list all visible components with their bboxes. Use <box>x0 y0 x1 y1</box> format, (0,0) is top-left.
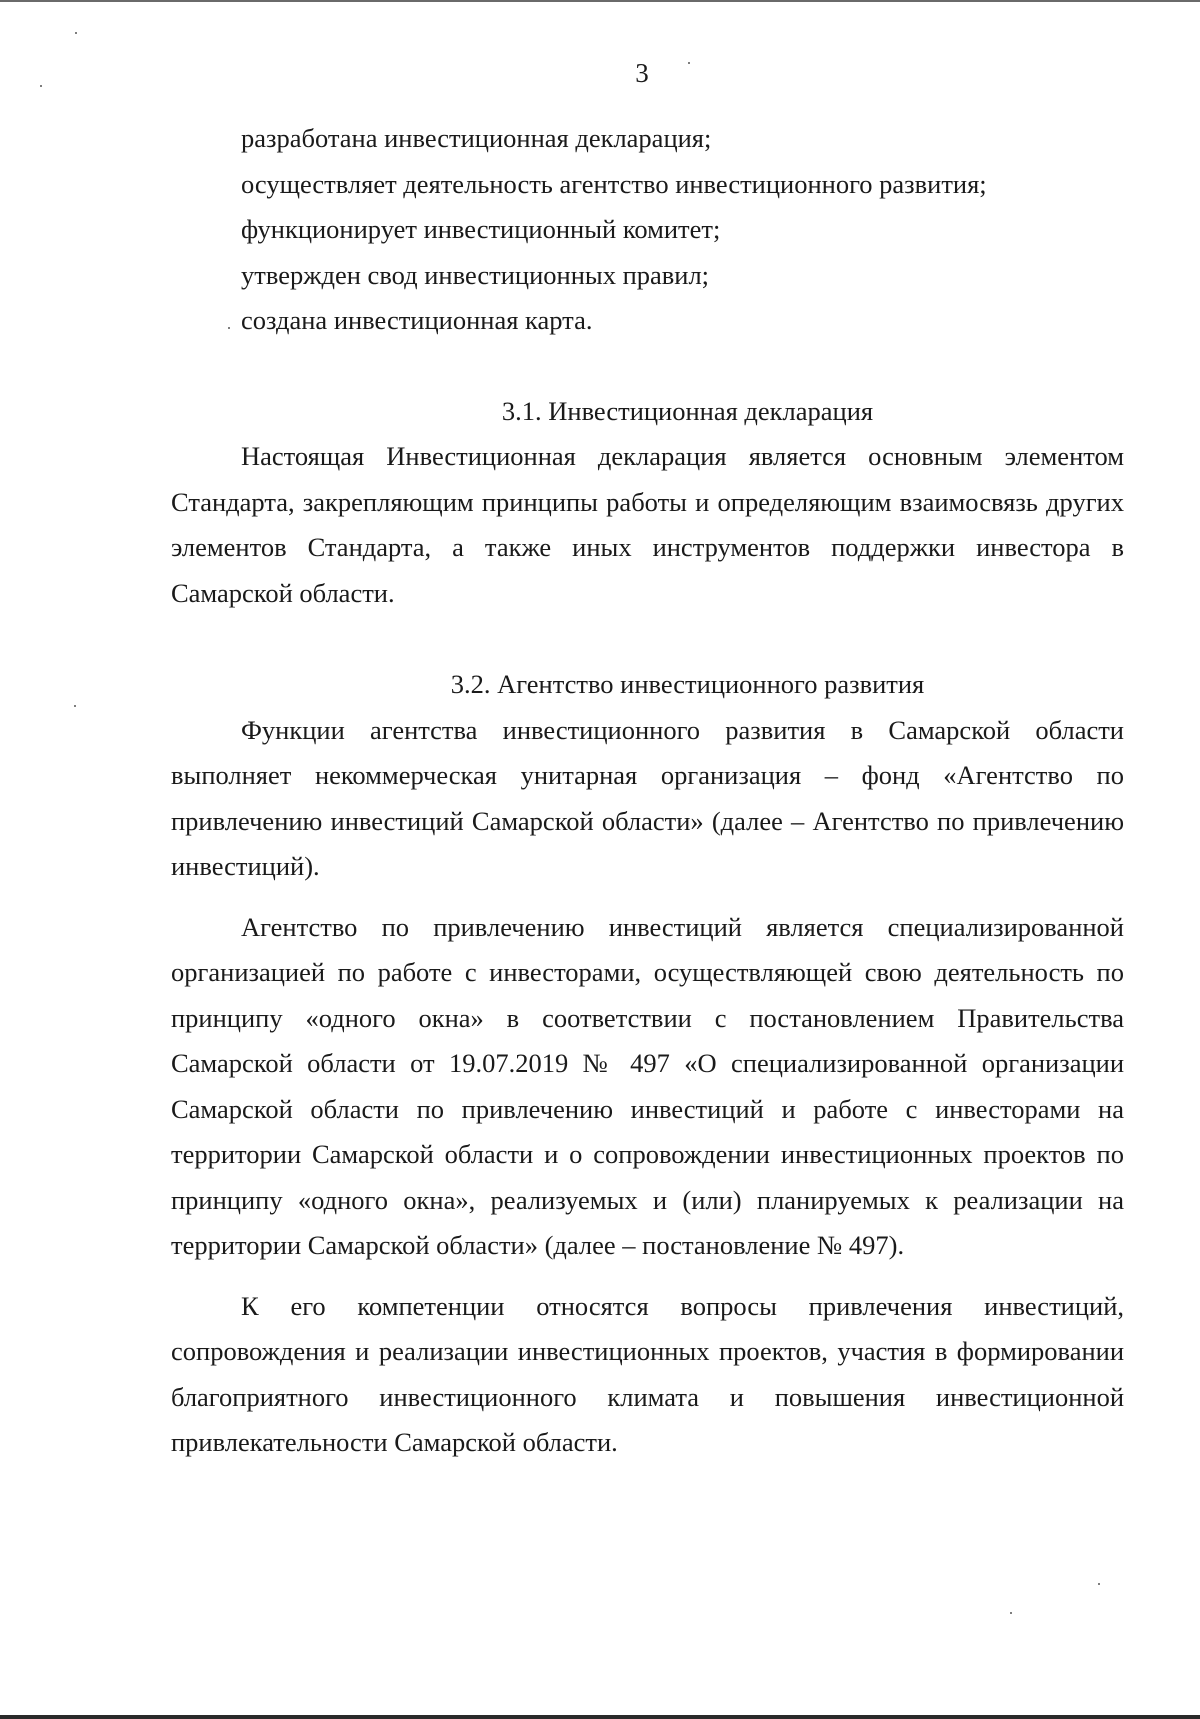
list-item: функционирует инвестиционный комитет; <box>241 214 721 244</box>
section-heading-3-1: 3.1. Инвестиционная декларация <box>501 395 874 426</box>
scan-speck <box>1010 1612 1012 1614</box>
scan-speck <box>228 327 230 329</box>
scan-speck <box>40 85 42 87</box>
section-heading-3-2: 3.2. Агентство инвестиционного развития <box>450 669 925 699</box>
page-number: 3 <box>635 58 649 88</box>
paragraph: Агентство по привлечению инвестиций является специализированной организацией по работе с инвесторами, осуществляющей свою деятельность по принципу «одного окна» в соответствии с постановлением Правительства Самарской области от 19.07.2019 № 497 «О специализированной организации Самарской области по привлечению инвестиций и работе с инвесторами на территории Самарской области и о сопровождении инвестиционных проектов по принципу «одного окна», реализуемых и (или) планируемых к реализации на территории Самарской области» (далее – постановление № 497). <box>171 911 1124 1260</box>
document-body <box>171 116 1124 1466</box>
list-item: осуществляет деятельность агентство инвестиционного развития; <box>241 168 987 199</box>
list-item: создана инвестиционная карта. <box>241 305 593 335</box>
paragraph: К его компетенции относятся вопросы привлечения инвестиций, сопровождения и реализации инвестиционных проектов, участия в формировании благоприятного инвестиционного климата и повышения инвестиционной привлекательности Самарской области. <box>171 1290 1124 1457</box>
scan-edge-bottom <box>0 1715 1200 1719</box>
paragraph: Настоящая Инвестиционная декларация является основным элементом Стандарта, закрепляющим принципы работы и определяющим взаимосвязь других элементов Стандарта, а также иных инструментов поддержки инвестора в Самарской области. <box>171 441 1124 608</box>
paragraph: Функции агентства инвестиционного развития в Самарской области выполняет некоммерческая унитарная организация – фонд «Агентство по привлечению инвестиций Самарской области» (далее – Агентство по привлечению инвестиций). <box>171 714 1124 881</box>
scan-speck <box>1098 1583 1100 1585</box>
scan-speck <box>688 62 690 64</box>
scan-speck <box>74 705 76 707</box>
scan-edge-top <box>0 0 1200 2</box>
list-item: утвержден свод инвестиционных правил; <box>241 259 710 290</box>
scan-speck <box>75 32 77 34</box>
list-item: разработана инвестиционная декларация; <box>241 123 712 153</box>
